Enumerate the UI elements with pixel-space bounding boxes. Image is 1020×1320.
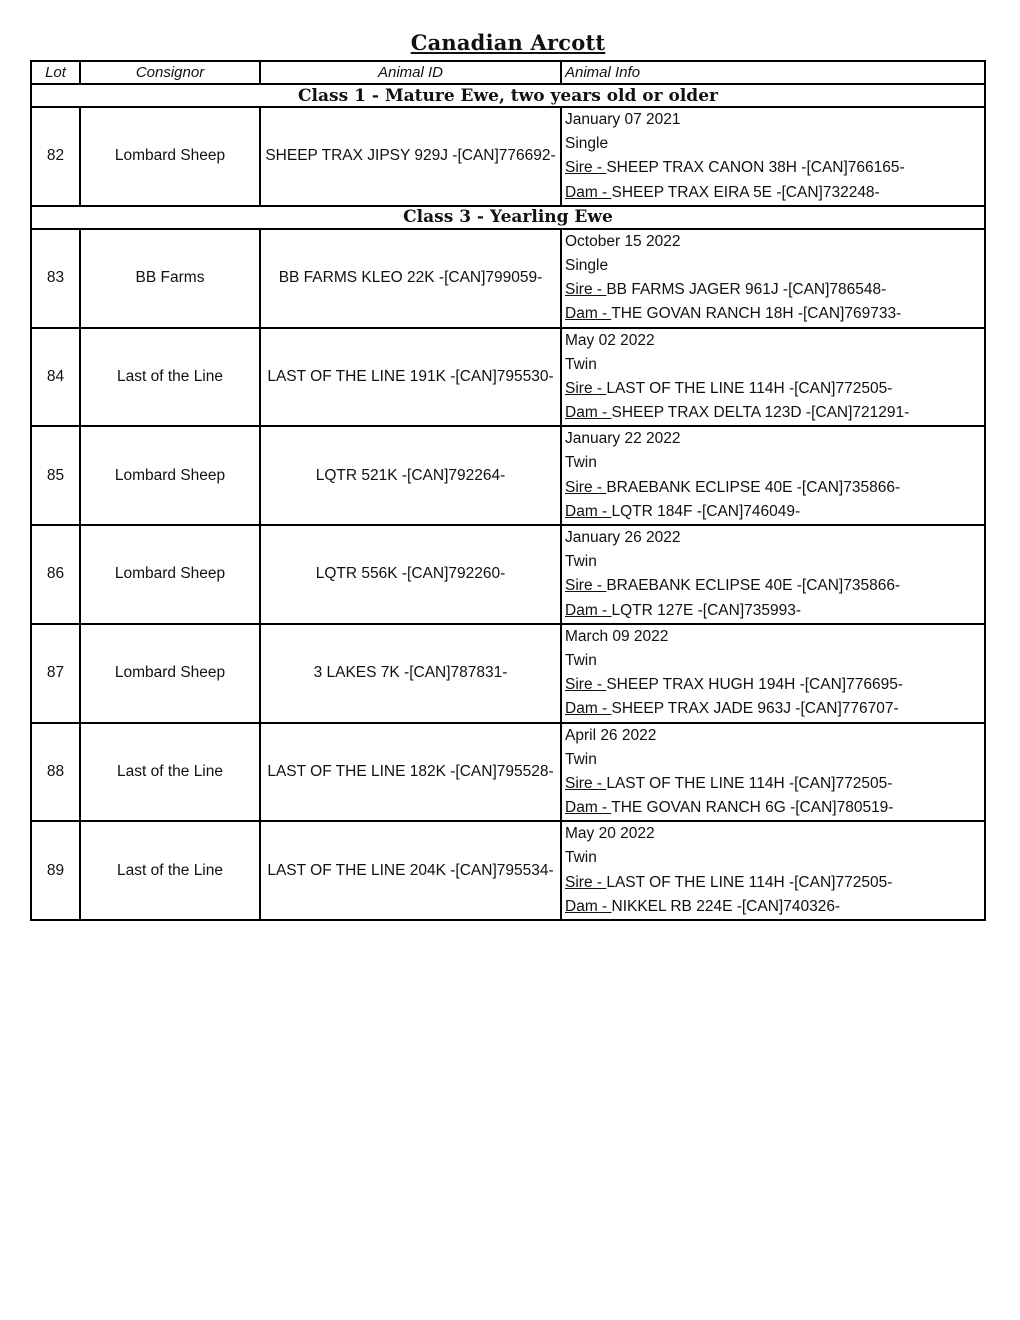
- dam-line: [565, 796, 984, 820]
- table-row: [31, 107, 985, 206]
- consignor-cell: Last of the Line: [80, 821, 260, 920]
- animal-info-cell: [561, 107, 985, 206]
- sire-line: [565, 772, 984, 796]
- birth-date: March 09 2022: [565, 627, 669, 645]
- sire-value: LAST OF THE LINE 114H -[CAN]772505-: [606, 873, 893, 891]
- dam-label: Dam -: [565, 502, 612, 520]
- sire-value: LAST OF THE LINE 114H -[CAN]772505-: [606, 774, 893, 792]
- animal-id-cell: LAST OF THE LINE 204K -[CAN]795534-: [260, 821, 561, 920]
- lot-cell: 83: [31, 229, 80, 328]
- sire-value: LAST OF THE LINE 114H -[CAN]772505-: [606, 379, 893, 397]
- lot-cell: 86: [31, 525, 80, 624]
- table-row: [31, 229, 985, 328]
- table-row: [31, 426, 985, 525]
- dam-label: Dam -: [565, 404, 612, 422]
- consignor-cell: Last of the Line: [80, 328, 260, 427]
- birth-type: Twin: [565, 651, 597, 669]
- birth-type: Twin: [565, 454, 597, 472]
- lot-cell: 82: [31, 107, 80, 206]
- dam-value: SHEEP TRAX EIRA 5E -[CAN]732248-: [611, 183, 880, 201]
- sire-value: SHEEP TRAX CANON 38H -[CAN]766165-: [606, 159, 905, 177]
- table-body: [31, 84, 985, 920]
- sire-value: BRAEBANK ECLIPSE 40E -[CAN]735866-: [606, 478, 901, 496]
- dam-label: Dam -: [565, 183, 612, 201]
- consignor-cell: Lombard Sheep: [80, 426, 260, 525]
- dam-label: Dam -: [565, 799, 612, 817]
- consignor-cell: Lombard Sheep: [80, 624, 260, 723]
- animal-id-cell: 3 LAKES 7K -[CAN]787831-: [260, 624, 561, 723]
- consignor-cell: Last of the Line: [80, 723, 260, 822]
- sire-label: Sire -: [565, 577, 607, 595]
- table-header-row: [31, 61, 985, 84]
- table-row: [31, 624, 985, 723]
- birth-date: January 22 2022: [565, 430, 681, 448]
- animal-id-cell: LQTR 556K -[CAN]792260-: [260, 525, 561, 624]
- sire-label: Sire -: [565, 379, 607, 397]
- class-heading-row: [31, 84, 985, 107]
- dam-value: THE GOVAN RANCH 6G -[CAN]780519-: [611, 799, 894, 817]
- animal-info-cell: [561, 723, 985, 822]
- animal-id-cell: LAST OF THE LINE 191K -[CAN]795530-: [260, 328, 561, 427]
- consignor-cell: Lombard Sheep: [80, 525, 260, 624]
- lot-cell: 84: [31, 328, 80, 427]
- class-heading: Class 3 - Yearling Ewe: [31, 206, 985, 229]
- dam-value: LQTR 127E -[CAN]735993-: [611, 601, 802, 619]
- animal-id-cell: BB FARMS KLEO 22K -[CAN]799059-: [260, 229, 561, 328]
- animal-info-cell: [561, 525, 985, 624]
- birth-type: Single: [565, 256, 609, 274]
- birth-date: October 15 2022: [565, 232, 681, 250]
- sire-line: [565, 476, 984, 500]
- dam-line: [565, 500, 984, 524]
- sire-line: [565, 574, 984, 598]
- sire-value: SHEEP TRAX HUGH 194H -[CAN]776695-: [606, 676, 903, 694]
- sire-value: BRAEBANK ECLIPSE 40E -[CAN]735866-: [606, 577, 901, 595]
- lot-cell: 88: [31, 723, 80, 822]
- animal-info-cell: [561, 229, 985, 328]
- sire-label: Sire -: [565, 774, 607, 792]
- dam-value: SHEEP TRAX DELTA 123D -[CAN]721291-: [611, 404, 910, 422]
- lot-cell: 89: [31, 821, 80, 920]
- birth-type: Twin: [565, 355, 597, 373]
- dam-value: LQTR 184F -[CAN]746049-: [611, 502, 801, 520]
- dam-value: NIKKEL RB 224E -[CAN]740326-: [611, 897, 841, 915]
- page-title: Canadian Arcott: [410, 30, 606, 55]
- birth-type: Twin: [565, 849, 597, 867]
- header-consignor: Consignor: [80, 61, 260, 84]
- table-row: [31, 821, 985, 920]
- sire-line: [565, 871, 984, 895]
- animal-info-cell: [561, 821, 985, 920]
- sire-label: Sire -: [565, 873, 607, 891]
- sire-label: Sire -: [565, 281, 607, 299]
- birth-type: Single: [565, 135, 609, 153]
- consignor-cell: BB Farms: [80, 229, 260, 328]
- birth-date: May 20 2022: [565, 825, 655, 843]
- dam-line: [565, 697, 984, 721]
- animal-id-cell: LQTR 521K -[CAN]792264-: [260, 426, 561, 525]
- header-animal-info: Animal Info: [561, 61, 985, 84]
- sire-line: [565, 278, 984, 302]
- animal-info-cell: [561, 328, 985, 427]
- animal-info-cell: [561, 624, 985, 723]
- header-animal-id: Animal ID: [260, 61, 561, 84]
- table-row: [31, 723, 985, 822]
- sire-value: BB FARMS JAGER 961J -[CAN]786548-: [606, 281, 887, 299]
- dam-label: Dam -: [565, 700, 612, 718]
- animal-id-cell: SHEEP TRAX JIPSY 929J -[CAN]776692-: [260, 107, 561, 206]
- dam-label: Dam -: [565, 305, 612, 323]
- birth-type: Twin: [565, 553, 597, 571]
- birth-date: January 26 2022: [565, 529, 681, 546]
- birth-date: January 07 2021: [565, 111, 681, 128]
- sire-line: [565, 377, 984, 401]
- sire-label: Sire -: [565, 676, 607, 694]
- dam-line: [565, 895, 984, 919]
- consignment-table: [30, 60, 986, 921]
- birth-date: May 02 2022: [565, 331, 655, 349]
- birth-type: Twin: [565, 750, 597, 768]
- class-heading-row: [31, 206, 985, 229]
- consignor-cell: Lombard Sheep: [80, 107, 260, 206]
- animal-info-cell: [561, 426, 985, 525]
- birth-date: April 26 2022: [565, 726, 657, 744]
- class-heading: Class 1 - Mature Ewe, two years old or older: [31, 84, 985, 107]
- dam-line: [565, 599, 984, 623]
- dam-value: THE GOVAN RANCH 18H -[CAN]769733-: [611, 305, 902, 323]
- dam-line: [565, 302, 984, 326]
- dam-label: Dam -: [565, 601, 612, 619]
- dam-label: Dam -: [565, 897, 612, 915]
- sire-line: [565, 156, 984, 180]
- table-row: [31, 525, 985, 624]
- dam-line: [565, 401, 984, 425]
- sire-label: Sire -: [565, 478, 607, 496]
- table-row: [31, 328, 985, 427]
- animal-id-cell: LAST OF THE LINE 182K -[CAN]795528-: [260, 723, 561, 822]
- lot-cell: 87: [31, 624, 80, 723]
- lot-cell: 85: [31, 426, 80, 525]
- header-lot: Lot: [31, 61, 80, 84]
- sire-label: Sire -: [565, 159, 607, 177]
- dam-value: SHEEP TRAX JADE 963J -[CAN]776707-: [611, 700, 899, 718]
- sire-line: [565, 673, 984, 697]
- dam-line: [565, 181, 984, 205]
